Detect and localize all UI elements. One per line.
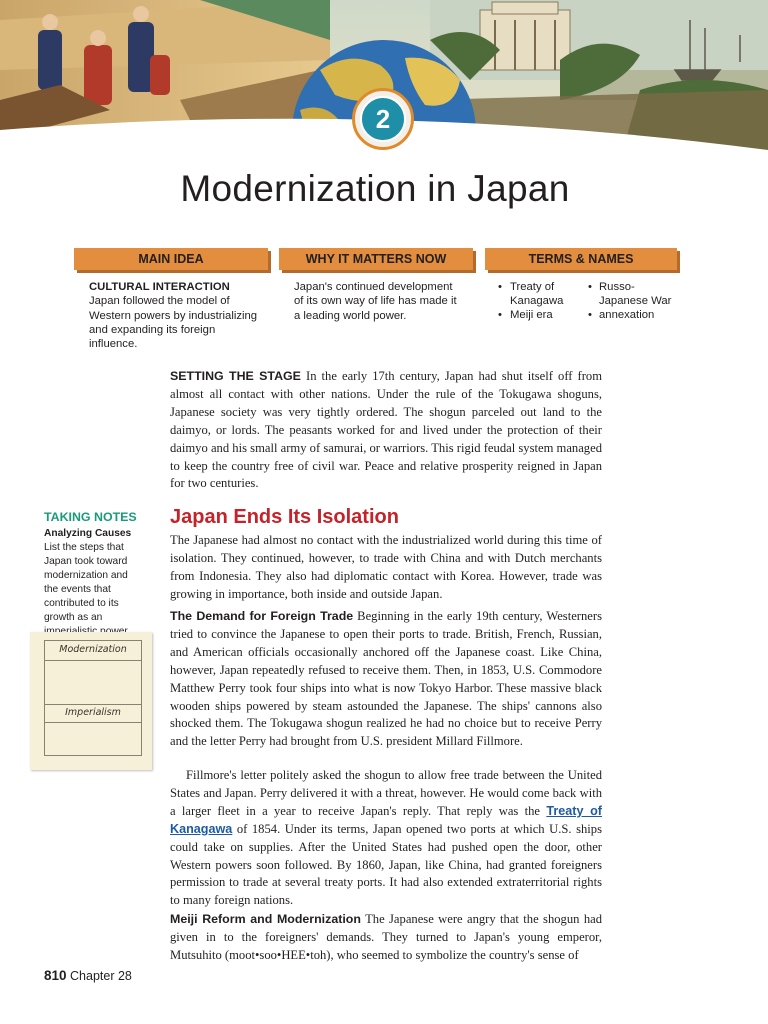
- why-it-matters-header: WHY IT MATTERS NOW: [279, 248, 473, 270]
- para3-after: of 1854. Under its terms, Japan opened two ports at which U.S. ships could take on supplies. After the United States had pushed open the door, other Western powers soon followed. By 1860, Japan, like China, had granted foreigners permission to trade at several treaty ports. It had also extended extraterritorial rights to many foreign nations.: [170, 821, 602, 908]
- term-bullet: •: [588, 309, 592, 321]
- main-idea-body: Japan followed the model of Western powers by industrializing and expanding its foreign influence.: [89, 295, 258, 351]
- notes-header-imperialism: [45, 705, 141, 723]
- term-bullet: •: [498, 309, 502, 321]
- para2-lead: The Demand for Foreign Trade: [170, 609, 354, 623]
- main-idea-header: MAIN IDEA: [74, 248, 268, 270]
- para4-text: The Japanese were angry that the shogun had given in to the foreigners' demands. They turned to Japan's young emperor, Mutsuhito (moot•soo•HEE•toh), who seemed to symbolize the country's sense of: [170, 912, 603, 962]
- notes-header-modernization: [45, 641, 141, 661]
- setting-stage-lead: SETTING THE STAGE: [170, 369, 301, 383]
- term-treaty-line1: Treaty of: [510, 281, 555, 293]
- keyword-treaty-of-kanagawa[interactable]: Treaty of Kanagawa: [170, 803, 602, 836]
- term-bullet: •: [498, 281, 502, 293]
- taking-notes-text: [44, 527, 144, 639]
- main-idea-text: [89, 280, 259, 351]
- setting-stage-text: In the early 17th century, Japan had shut itself off from almost all contact with other nations. Under the rule of the Tokugawa shoguns, Japanese society was very tightly ordered. The shogun parceled out land to the daimyo, or lords. The peasants worked for and lived under the protection of their daimyo and his small army of samurai, or warriors. This rigid feudal system managed to keep the country free of civil war. Peace and relative prosperity reigned in Japan for two centuries.: [170, 369, 603, 491]
- terms-names-header: TERMS & NAMES: [485, 248, 677, 270]
- page-folio: [44, 968, 132, 983]
- why-it-matters-text: Japan's continued development of its own way of life has made it a leading world power.: [294, 281, 457, 322]
- page-number: 810: [44, 968, 67, 983]
- term-annexation: annexation: [599, 309, 655, 321]
- para2-text: Beginning in the early 19th century, Westerners tried to convince the Japanese to open their ports to trade. British, French, Russian, and American officials occasionally anchored off the Japanese coast. Like China, however, Japan repeatedly refused to receive them. Then, in 1853, U.S. Commodore Matthew Perry took four ships into what is now Tokyo Harbor. These massive black wooden ships powered by steam astounded the Japanese. The ships' cannons also shocked them. The Tokugawa shogun realized he had no choice but to receive Perry and the letter Perry had brought from U.S. president Millard Fillmore.: [170, 609, 602, 749]
- para3-before: Fillmore's letter politely asked the shogun to allow free trade between the United States and Japan. Perry delivered it with a threat, however. He would come back with a larger fleet in a year to receive Japan's reply. That reply was the: [170, 768, 602, 818]
- paragraph-3: [170, 767, 602, 910]
- paragraph-4: [170, 911, 602, 965]
- term-russo-line2: Japanese War: [599, 295, 672, 307]
- section-number-badge: [352, 88, 414, 150]
- page-title: Modernization in Japan: [180, 168, 570, 209]
- term-meiji: Meiji era: [510, 309, 553, 321]
- taking-notes-lead: Analyzing Causes: [44, 528, 132, 539]
- setting-the-stage: [170, 368, 602, 493]
- section-number: 2: [360, 96, 406, 142]
- notes-cell: [45, 661, 141, 705]
- notes-grid: [44, 640, 142, 756]
- taking-notes-title: TAKING NOTES: [44, 510, 137, 524]
- notes-label-modernization: Modernization: [59, 644, 127, 655]
- taking-notes-body: List the steps that Japan took toward modernization and the events that contributed to its growth as an: [44, 542, 128, 623]
- term-bullet: •: [588, 281, 592, 293]
- notes-chart: [30, 632, 152, 770]
- section-heading: Japan Ends Its Isolation: [170, 506, 399, 528]
- para4-lead: Meiji Reform and Modernization: [170, 912, 361, 926]
- paragraph-1: The Japanese had almost no contact with the industrialized world during this time of isolation. They continued, however, to trade with China and with Dutch merchants from Indonesia. They also had diplomatic contact with Korea. However, trade was growing in importance, both inside and outside Japan.: [170, 533, 602, 601]
- paragraph-2: [170, 608, 602, 751]
- term-treaty-line2: Kanagawa: [510, 295, 564, 307]
- chapter-label: Chapter 28: [70, 969, 132, 983]
- term-russo-line1: Russo-: [599, 281, 635, 293]
- main-idea-lead: CULTURAL INTERACTION: [89, 281, 230, 293]
- notes-label-imperialism: Imperialism: [65, 707, 121, 718]
